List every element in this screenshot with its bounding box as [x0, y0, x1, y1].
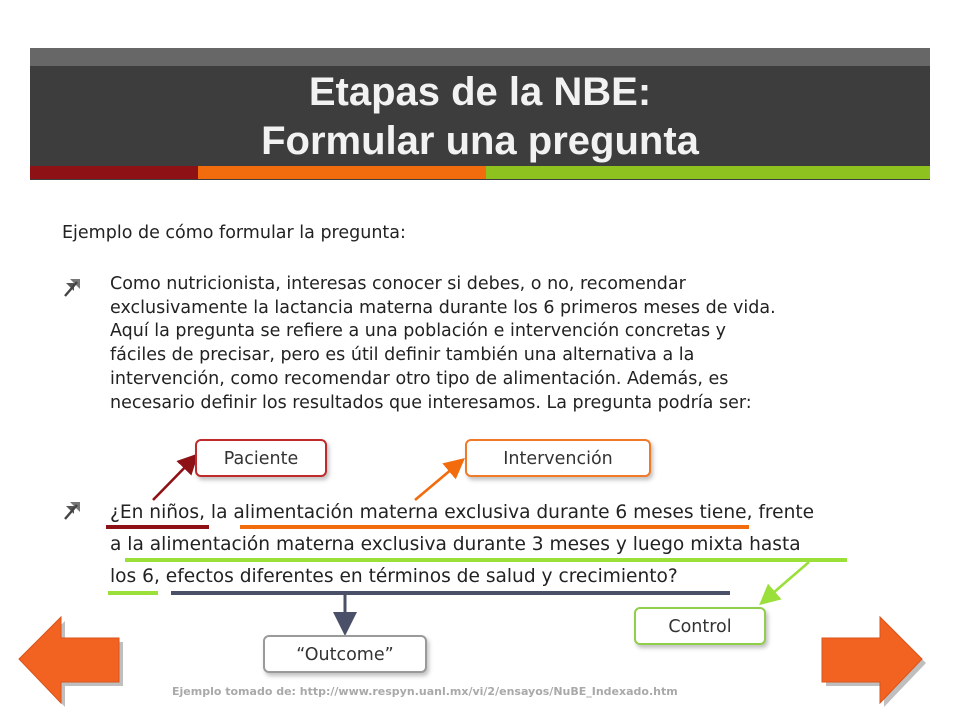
control-arrow	[765, 562, 809, 600]
next-slide-button[interactable]	[818, 615, 930, 707]
source-credit: Ejemplo tomado de: http://www.respyn.uanl.mx/vi/2/ensayos/NuBE_Indexado.htm	[172, 685, 678, 698]
paragraph-line: exclusivamente la lactancia materna durante los 6 primeros meses de vida.	[110, 297, 776, 318]
question-line: a la alimentación materna exclusiva durante 3 meses y luego mixta hasta	[110, 534, 801, 555]
paragraph-line: necesario definir los resultados que interesamos. La pregunta podría ser:	[110, 392, 752, 413]
arrow-left-icon	[19, 617, 123, 707]
intervencion-arrow	[415, 463, 459, 500]
intervencion-tag: Intervención	[465, 439, 651, 477]
slide-title-line2: Formular una pregunta	[261, 119, 699, 163]
paragraph-line: Como nutricionista, interesas conocer si debes, o no, recomendar	[110, 274, 686, 294]
paciente-tag: Paciente	[195, 439, 327, 477]
outcome-tag: “Outcome”	[263, 635, 427, 673]
paragraph-line: intervención, como recomendar otro tipo de alimentación. Además, es	[110, 368, 729, 389]
previous-slide-button[interactable]	[15, 615, 127, 707]
intro-text: Ejemplo de cómo formular la pregunta:	[62, 223, 406, 243]
paragraph-line: fáciles de precisar, pero es útil definir también una alternativa a la	[110, 345, 695, 366]
slide-title-line1: Etapas de la NBE:	[308, 70, 652, 114]
paragraph-line: Aquí la pregunta se refiere a una población e intervención concretas y	[110, 321, 727, 342]
question-line: ¿En niños, la alimentación materna exclusiva durante 6 meses tiene, frente	[110, 502, 815, 523]
question-line: los 6, efectos diferentes en términos de salud y crecimiento?	[110, 566, 678, 587]
arrow-right-icon	[822, 617, 926, 707]
control-tag: Control	[634, 607, 766, 645]
paciente-arrow	[153, 459, 193, 500]
